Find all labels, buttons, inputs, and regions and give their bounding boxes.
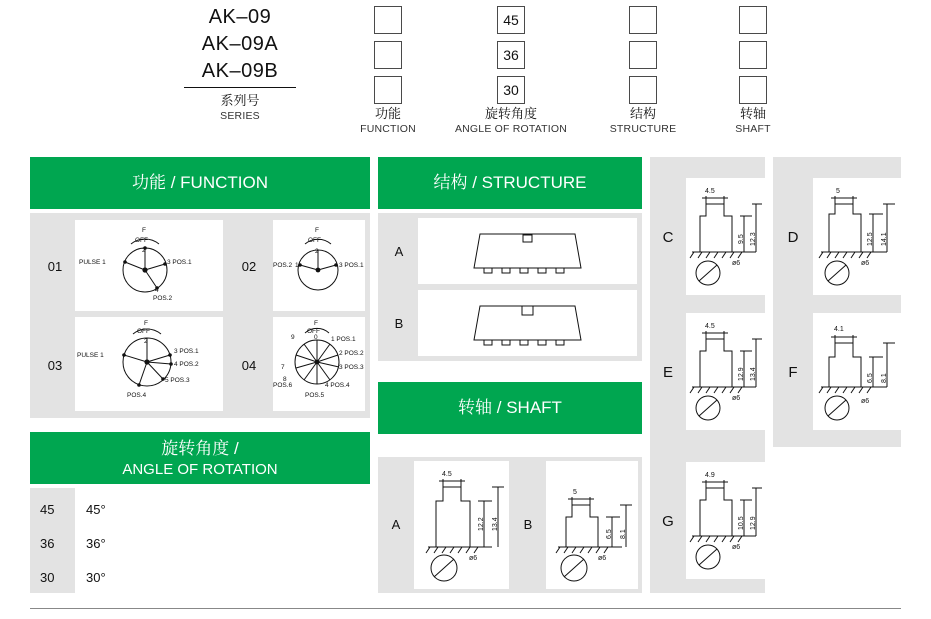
svg-text:1 POS.1: 1 POS.1 — [331, 336, 356, 343]
function-code-03: 03 — [47, 358, 63, 373]
svg-text:POS.4: POS.4 — [127, 392, 147, 399]
shaft-b-dim-dia: ø6 — [598, 555, 607, 562]
function-dial-01 — [75, 220, 223, 311]
shaft-g-dim-v2: 12.9 — [750, 516, 757, 530]
shaft-header-en: SHAFT — [506, 398, 562, 417]
series-underline — [184, 87, 296, 88]
shaft-code-e: E — [662, 364, 673, 381]
function-header-cn: 功能 — [132, 173, 166, 192]
shaft-f-dim-v1: 6.5 — [867, 373, 874, 383]
structure-drawing-b — [418, 290, 637, 361]
shaft-box-column — [723, 6, 783, 111]
shaft-g-dim-top: 4.9 — [705, 472, 715, 479]
structure-box-3[interactable] — [629, 76, 657, 104]
angle-caption-cn: 旋转角度 — [484, 106, 537, 121]
function-box-2[interactable] — [374, 41, 402, 69]
angle-code-36: 36 — [40, 536, 55, 551]
svg-text:2 POS.2: 2 POS.2 — [339, 350, 364, 357]
shaft-header-cn: 转轴 — [458, 398, 493, 417]
svg-text:3 POS.3: 3 POS.3 — [339, 364, 364, 371]
structure-box-column — [613, 6, 673, 111]
svg-text:OFF: OFF — [308, 237, 321, 244]
function-box-column — [358, 6, 418, 111]
shaft-a-dim-dia: ø6 — [469, 555, 478, 562]
shaft-f-dim-dia: ø6 — [861, 398, 870, 405]
svg-text:1: 1 — [295, 262, 299, 269]
shaft-panel-header — [378, 382, 642, 434]
angle-header-cn: 旋转角度 / — [161, 438, 239, 458]
angle-box-1[interactable]: 45 — [497, 6, 525, 34]
shaft-f-dim-top: 4.1 — [834, 326, 844, 333]
structure-code-a: A — [394, 244, 404, 259]
shaft-e-dim-dia: ø6 — [732, 395, 741, 402]
function-code-04: 04 — [241, 358, 257, 373]
shaft-drawing-d — [813, 178, 901, 300]
shaft-b-dim-v1: 6.5 — [606, 529, 613, 539]
series-column — [160, 4, 320, 123]
angle-panel-body — [30, 488, 370, 593]
angle-panel-header — [30, 432, 370, 484]
structure-box-2[interactable] — [629, 41, 657, 69]
shaft-code-f: F — [788, 364, 798, 381]
shaft-code-b: B — [523, 517, 533, 532]
shaft-caption — [673, 105, 833, 136]
function-dial-04 — [273, 317, 365, 411]
structure-panel-body — [378, 213, 642, 361]
svg-text:F: F — [144, 320, 148, 327]
angle-box-column — [481, 6, 541, 111]
angle-value-column — [75, 488, 370, 593]
shaft-d-dim-dia: ø6 — [861, 260, 870, 267]
angle-header-en: ANGLE OF ROTATION — [122, 460, 278, 478]
shaft-c-dim-v1: 9.5 — [738, 234, 745, 244]
structure-panel-header-text: 结构 / STRUCTURE — [433, 173, 587, 192]
shaft-b-dim-top: 5 — [573, 489, 577, 496]
svg-text:3 POS.1: 3 POS.1 — [167, 259, 192, 266]
structure-box-1[interactable] — [629, 6, 657, 34]
series-code-2: AK–09A — [201, 33, 279, 55]
shaft-a-dim-v2: 13.4 — [492, 517, 499, 531]
shaft-d-dim-v2: 14.1 — [881, 232, 888, 246]
function-panel-header — [30, 157, 370, 209]
footer-divider — [30, 608, 901, 609]
structure-caption-en: STRUCTURE — [609, 123, 677, 135]
svg-text:4: 4 — [155, 287, 159, 294]
shaft-e-dim-v1: 12.9 — [738, 367, 745, 381]
shaft-d-dim-v1: 12.5 — [867, 232, 874, 246]
shaft-code-a: A — [391, 517, 401, 532]
shaft-drawing-b — [546, 461, 638, 594]
function-caption-en: FUNCTION — [360, 123, 416, 135]
svg-text:9: 9 — [291, 334, 295, 341]
function-code-01: 01 — [47, 259, 63, 274]
series-caption-en: SERIES — [220, 110, 260, 122]
shaft-e-dim-top: 4.5 — [705, 323, 715, 330]
svg-text:F: F — [142, 227, 146, 234]
shaft-code-d: D — [787, 229, 799, 246]
structure-code-b: B — [394, 316, 404, 331]
svg-text:2: 2 — [315, 248, 319, 255]
shaft-box-2[interactable] — [739, 41, 767, 69]
svg-text:3 POS.1: 3 POS.1 — [174, 348, 199, 355]
svg-text:4 POS.4: 4 POS.4 — [325, 382, 350, 389]
angle-value-45: 45° — [86, 502, 106, 517]
svg-text:PULSE 1: PULSE 1 — [79, 259, 106, 266]
shaft-b-dim-v2: 8.1 — [620, 529, 627, 539]
angle-box-2[interactable]: 36 — [497, 41, 525, 69]
series-code-3: AK–09B — [201, 60, 279, 82]
svg-text:4 POS.2: 4 POS.2 — [174, 361, 199, 368]
svg-text:2: 2 — [144, 338, 148, 345]
series-code-1: AK–09 — [208, 6, 272, 28]
function-header-en: FUNCTION — [180, 173, 268, 192]
svg-text:F: F — [314, 320, 318, 327]
angle-box-3[interactable]: 30 — [497, 76, 525, 104]
shaft-caption-cn: 转轴 — [739, 106, 766, 121]
function-code-02: 02 — [241, 259, 257, 274]
svg-text:7: 7 — [281, 364, 285, 371]
svg-text:POS.2: POS.2 — [153, 295, 173, 302]
svg-text:OFF: OFF — [135, 237, 148, 244]
function-panel-body — [30, 213, 370, 418]
angle-code-30: 30 — [40, 570, 55, 585]
shaft-d-dim-top: 5 — [836, 188, 840, 195]
svg-text:8: 8 — [283, 376, 287, 383]
selection-header — [0, 0, 931, 142]
shaft-g-dim-dia: ø6 — [732, 544, 741, 551]
shaft-drawing-a — [414, 461, 509, 594]
svg-text:5 POS.3: 5 POS.3 — [165, 377, 190, 384]
svg-text:3 POS.1: 3 POS.1 — [339, 262, 364, 269]
shaft-drawing-e — [686, 313, 765, 435]
angle-value-36: 36° — [86, 536, 106, 551]
shaft-caption-en: SHAFT — [735, 123, 771, 135]
function-box-1[interactable] — [374, 6, 402, 34]
svg-text:0: 0 — [314, 334, 318, 341]
shaft-c-dim-top: 4.5 — [705, 188, 715, 195]
function-caption-cn: 功能 — [374, 106, 401, 121]
svg-text:POS.2: POS.2 — [273, 262, 293, 269]
shaft-drawing-g — [686, 462, 765, 584]
shaft-c-dim-v2: 12.3 — [750, 232, 757, 246]
shaft-drawing-c — [686, 178, 765, 300]
shaft-panel-body — [378, 457, 642, 593]
shaft-g-dim-v1: 10.5 — [738, 516, 745, 530]
structure-caption-cn: 结构 — [629, 106, 656, 121]
shaft-drawing-f — [813, 313, 901, 435]
svg-text:OFF: OFF — [137, 328, 150, 335]
structure-header-en: STRUCTURE — [481, 173, 587, 192]
svg-text:2: 2 — [142, 247, 146, 254]
series-caption-cn: 系列号 — [220, 93, 260, 108]
svg-text:POS.6: POS.6 — [273, 382, 293, 389]
shaft-a-dim-v1: 12.2 — [478, 517, 485, 531]
svg-text:F: F — [315, 227, 319, 234]
angle-caption-en: ANGLE OF ROTATION — [454, 123, 568, 135]
function-dial-03 — [75, 317, 223, 411]
shaft-panel-header-text: 转轴 / SHAFT — [458, 398, 562, 417]
structure-panel-header — [378, 157, 642, 209]
shaft-a-dim-top: 4.5 — [442, 471, 452, 478]
structure-drawing-a — [418, 218, 637, 289]
shaft-e-dim-v2: 13.4 — [750, 367, 757, 381]
shaft-c-dim-dia: ø6 — [732, 260, 741, 267]
function-box-3[interactable] — [374, 76, 402, 104]
svg-text:POS.5: POS.5 — [305, 392, 325, 399]
shaft-code-g: G — [662, 513, 674, 530]
function-panel-header-text: 功能 / FUNCTION — [132, 173, 268, 192]
shaft-box-1[interactable] — [739, 6, 767, 34]
structure-header-cn: 结构 — [433, 173, 468, 192]
shaft-box-3[interactable] — [739, 76, 767, 104]
svg-text:PULSE 1: PULSE 1 — [77, 352, 104, 359]
angle-code-45: 45 — [40, 502, 55, 517]
svg-text:OFF: OFF — [307, 328, 320, 335]
shaft-code-c: C — [662, 229, 674, 246]
function-dial-02 — [273, 220, 365, 311]
angle-value-30: 30° — [86, 570, 106, 585]
shaft-f-dim-v2: 8.1 — [881, 373, 888, 383]
